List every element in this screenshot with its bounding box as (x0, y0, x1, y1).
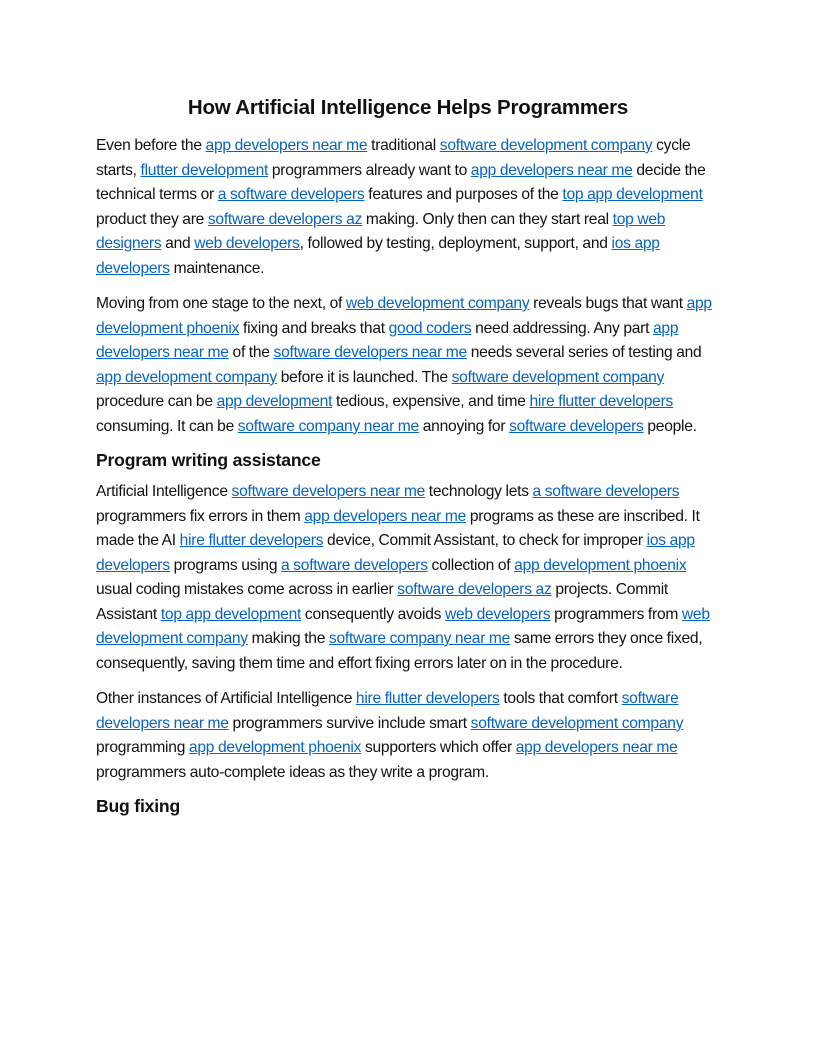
hyperlink[interactable]: software company near me (237, 417, 419, 435)
hyperlink[interactable]: app development phoenix (96, 295, 712, 337)
hyperlink[interactable]: software developers (509, 417, 644, 435)
hyperlink[interactable]: ios app developers (96, 235, 660, 277)
hyperlink[interactable]: app development phoenix (514, 556, 687, 574)
text-run: , followed by testing, deployment, support, and (299, 235, 612, 252)
hyperlink[interactable]: web developers (444, 605, 551, 623)
text-run: making. Only then can they start real (362, 210, 613, 228)
hyperlink[interactable]: app developers near me (304, 507, 467, 525)
text-run: technology lets (425, 483, 533, 500)
text-run: projects. Commit Assistant (96, 581, 668, 623)
text-run: programs using (169, 556, 282, 574)
hyperlink[interactable]: a software developers (532, 483, 680, 500)
text-run: need addressing. Any part (471, 319, 653, 337)
hyperlink[interactable]: software development company (439, 137, 653, 154)
text-run: programmers fix errors in them (96, 507, 305, 525)
text-run: reveals bugs that want (529, 295, 687, 312)
section-heading: Program writing assistance (96, 450, 321, 470)
hyperlink[interactable]: app development company (96, 368, 277, 386)
text-run: Even before the (96, 137, 206, 154)
hyperlink[interactable]: software developers az (207, 210, 363, 228)
hyperlink[interactable]: app development (216, 393, 333, 410)
text-run: consequently avoids (301, 605, 445, 623)
text-run: making the (247, 630, 329, 647)
text-run: device, Commit Assistant, to check for improper (323, 532, 647, 549)
text-run: traditional (367, 137, 440, 154)
text-run: Moving from one stage to the next, of (96, 295, 346, 312)
text-run: same errors they once fixed, consequently, saving them time and effort fixing errors later on in the procedure. (96, 630, 703, 672)
hyperlink[interactable]: software developers az (397, 581, 552, 598)
text-run: of the (228, 344, 274, 361)
hyperlink[interactable]: software development company (470, 714, 684, 732)
section-heading: Bug fixing (96, 796, 181, 816)
text-run: programming (96, 739, 189, 756)
text-run: programmers survive include smart (228, 714, 471, 732)
text-run: fixing and breaks that (239, 319, 389, 337)
document-page (96, 96, 720, 826)
hyperlink[interactable]: hire flutter developers (355, 690, 500, 707)
hyperlink[interactable]: ios app developers (96, 532, 695, 574)
text-run: supporters which offer (361, 739, 516, 756)
paragraph (96, 292, 720, 439)
hyperlink[interactable]: hire flutter developers (179, 532, 324, 549)
document-body (96, 134, 720, 817)
text-run: before it is launched. The (276, 368, 452, 386)
hyperlink[interactable]: web developers (194, 235, 300, 252)
text-run: usual coding mistakes come across in earlier (96, 581, 398, 598)
text-run: Artificial Intelligence (96, 483, 232, 500)
hyperlink[interactable]: software developers near me (231, 483, 425, 500)
hyperlink[interactable]: hire flutter developers (529, 393, 674, 410)
hyperlink[interactable]: software company near me (328, 630, 511, 647)
document-title: How Artificial Intelligence Helps Programmers (187, 96, 629, 119)
text-run: decide the technical terms or (96, 161, 706, 203)
text-run: and (161, 235, 195, 252)
hyperlink[interactable]: a software developers (281, 556, 428, 574)
text-run: features and purposes of the (364, 186, 563, 203)
text-run: programmers already want to (268, 161, 471, 179)
hyperlink[interactable]: app developers near me (515, 739, 678, 756)
text-run: collection of (427, 556, 515, 574)
hyperlink[interactable]: app developers near me (470, 161, 633, 179)
hyperlink[interactable]: software development company (451, 368, 665, 386)
hyperlink[interactable]: top app development (160, 605, 302, 623)
paragraph (96, 687, 720, 785)
text-run: programmers auto-complete ideas as they write a program. (96, 763, 489, 781)
paragraph (96, 480, 720, 676)
text-run: annoying for (418, 417, 510, 435)
hyperlink[interactable]: top app development (562, 186, 703, 203)
hyperlink[interactable]: flutter development (140, 161, 269, 179)
text-run: needs several series of testing and (466, 344, 702, 361)
paragraph (96, 134, 720, 281)
hyperlink[interactable]: good coders (388, 319, 472, 337)
text-run: product they are (96, 210, 208, 228)
hyperlink[interactable]: software developers near me (273, 344, 467, 361)
hyperlink[interactable]: web development company (96, 605, 710, 647)
text-run: maintenance. (169, 259, 265, 277)
text-run: consuming. It can be (96, 417, 238, 435)
text-run: people. (643, 417, 697, 435)
text-run: tools that comfort (499, 690, 622, 707)
text-run: Other instances of Artificial Intelligence (96, 690, 356, 707)
hyperlink[interactable]: web development company (345, 295, 530, 312)
text-run: procedure can be (96, 393, 217, 410)
text-run: cycle starts, (96, 137, 691, 179)
hyperlink[interactable]: top web designers (96, 210, 666, 252)
text-run: programmers from (550, 605, 682, 623)
hyperlink[interactable]: a software developers (217, 186, 365, 203)
hyperlink[interactable]: app development phoenix (188, 739, 362, 756)
text-run: programs as these are inscribed. It made the AI (96, 507, 700, 549)
hyperlink[interactable]: app developers near me (205, 137, 368, 154)
text-run: tedious, expensive, and time (332, 393, 530, 410)
hyperlink[interactable]: software developers near me (96, 690, 679, 732)
hyperlink[interactable]: app developers near me (96, 319, 679, 361)
